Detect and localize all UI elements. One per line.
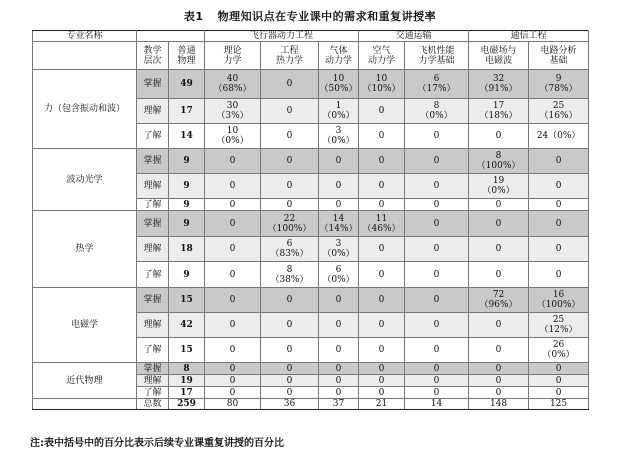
value-cell: 0 (359, 313, 405, 338)
value-cell: 0 (529, 211, 589, 237)
value-cell: 0 (261, 149, 319, 174)
level-cell: 掌握 (137, 149, 169, 174)
value-cell: 0 (529, 149, 589, 174)
general-cell: 18 (169, 237, 205, 262)
general-cell: 9 (169, 211, 205, 237)
value-cell: 3 （0%） (319, 124, 359, 149)
level-cell: 掌握 (137, 211, 169, 237)
general-cell: 15 (169, 288, 205, 313)
level-cell: 了解 (137, 387, 169, 399)
total-general: 259 (169, 399, 205, 410)
value-cell: 0 (261, 387, 319, 399)
course-header: 电磁场与 电磁波 (469, 42, 529, 70)
value-cell: 0 (405, 199, 469, 211)
value-cell: 0 (405, 262, 469, 288)
general-cell: 9 (169, 262, 205, 288)
value-cell: 9 （78%） (529, 70, 589, 99)
value-cell: 0 (261, 70, 319, 99)
value-cell: 22 （100%） (261, 211, 319, 237)
value-cell: 6 （0%） (319, 262, 359, 288)
total-blank (33, 399, 137, 410)
value-cell: 32 （91%） (469, 70, 529, 99)
value-cell: 0 (261, 363, 319, 375)
value-cell: 0 (405, 288, 469, 313)
level-cell: 理解 (137, 237, 169, 262)
level-cell: 理解 (137, 375, 169, 387)
table-number: 表1 (183, 10, 204, 23)
value-cell: 1 （0%） (319, 99, 359, 124)
course-header: 飞机性能 力学基础 (405, 42, 469, 70)
general-cell: 42 (169, 313, 205, 338)
col-header-general: 普通 物理 (169, 42, 205, 70)
value-cell: 0 (529, 375, 589, 387)
value-cell: 0 (405, 174, 469, 199)
topic-cell: 电磁学 (33, 288, 137, 363)
total-cell: 148 (469, 399, 529, 410)
value-cell: 0 (261, 313, 319, 338)
value-cell: 26 （0%） (529, 338, 589, 363)
value-cell: 6 （17%） (405, 70, 469, 99)
level-cell: 了解 (137, 124, 169, 149)
value-cell: 0 (319, 338, 359, 363)
table-row (33, 211, 589, 237)
table-row (33, 288, 589, 313)
table-footnote: 注:表中括号中的百分比表示后续专业课重复讲授的百分比 (30, 438, 284, 449)
total-cell: 21 (359, 399, 405, 410)
table-title: 物理知识点在专业课中的需求和重复讲授率 (217, 10, 437, 23)
value-cell: 8 （0%） (405, 99, 469, 124)
value-cell: 0 (205, 237, 261, 262)
value-cell: 0 (319, 387, 359, 399)
value-cell: 0 (319, 149, 359, 174)
level-cell: 了解 (137, 199, 169, 211)
value-cell: 8 （38%） (261, 262, 319, 288)
value-cell: 0 (319, 363, 359, 375)
table-row (33, 149, 589, 174)
value-cell: 0 (205, 262, 261, 288)
value-cell: 0 (405, 363, 469, 375)
topic-cell: 波动光学 (33, 149, 137, 211)
value-cell: 0 (319, 313, 359, 338)
value-cell: 0 (261, 124, 319, 149)
value-cell: 0 (205, 211, 261, 237)
value-cell: 0 (405, 387, 469, 399)
level-cell: 了解 (137, 338, 169, 363)
topic-cell: 力（包含振动和波） (33, 70, 137, 149)
value-cell: 0 (205, 288, 261, 313)
value-cell: 0 (469, 375, 529, 387)
group-header: 飞行器动力工程 (205, 31, 359, 42)
value-cell: 0 (529, 199, 589, 211)
group-header: 通信工程 (469, 31, 589, 42)
value-cell: 0 (405, 237, 469, 262)
value-cell: 0 (469, 237, 529, 262)
value-cell: 0 (359, 237, 405, 262)
value-cell: 0 (261, 199, 319, 211)
level-cell: 理解 (137, 99, 169, 124)
total-label: 总数 (137, 399, 169, 410)
value-cell: 0 (205, 149, 261, 174)
course-header: 气体 动力学 (319, 42, 359, 70)
value-cell: 0 (205, 375, 261, 387)
value-cell: 24（0%） (529, 124, 589, 149)
value-cell: 10 （50%） (319, 70, 359, 99)
group-header: 交通运输 (359, 31, 469, 42)
value-cell: 19 （0%） (469, 174, 529, 199)
value-cell: 10 （0%） (205, 124, 261, 149)
value-cell: 0 (319, 174, 359, 199)
value-cell: 8 （100%） (469, 149, 529, 174)
level-cell: 了解 (137, 262, 169, 288)
value-cell: 25 （16%） (529, 99, 589, 124)
col-header-level: 教学 层次 (137, 42, 169, 70)
value-cell: 0 (469, 124, 529, 149)
value-cell: 72 （96%） (469, 288, 529, 313)
level-cell: 掌握 (137, 70, 169, 99)
general-cell: 49 (169, 70, 205, 99)
value-cell: 0 (405, 124, 469, 149)
total-cell: 80 (205, 399, 261, 410)
value-cell: 0 (529, 387, 589, 399)
value-cell: 17 （18%） (469, 99, 529, 124)
table-caption (0, 8, 620, 24)
value-cell: 0 (359, 124, 405, 149)
physics-requirement-table (32, 30, 589, 410)
value-cell: 0 (469, 211, 529, 237)
value-cell: 11 （46%） (359, 211, 405, 237)
value-cell: 0 (405, 338, 469, 363)
value-cell: 0 (529, 262, 589, 288)
table-row (33, 363, 589, 375)
value-cell: 0 (529, 174, 589, 199)
topic-cell: 近代物理 (33, 363, 137, 399)
level-cell: 理解 (137, 174, 169, 199)
value-cell: 0 (261, 174, 319, 199)
total-cell: 36 (261, 399, 319, 410)
blank-header (33, 42, 137, 70)
general-cell: 9 (169, 199, 205, 211)
value-cell: 0 (359, 288, 405, 313)
value-cell: 0 (405, 211, 469, 237)
level-cell: 掌握 (137, 288, 169, 313)
value-cell: 0 (405, 149, 469, 174)
value-cell: 0 (261, 338, 319, 363)
value-cell: 0 (359, 174, 405, 199)
table-body (33, 70, 589, 399)
level-cell: 理解 (137, 313, 169, 338)
value-cell: 10 （10%） (359, 70, 405, 99)
course-header: 工程 热力学 (261, 42, 319, 70)
course-header: 理论 力学 (205, 42, 261, 70)
value-cell: 0 (469, 199, 529, 211)
value-cell: 0 (261, 99, 319, 124)
total-cell: 14 (405, 399, 469, 410)
value-cell: 0 (261, 288, 319, 313)
general-cell: 19 (169, 375, 205, 387)
col-header-major: 专业名称 (33, 31, 137, 42)
topic-cell: 热学 (33, 211, 137, 288)
value-cell: 0 (405, 375, 469, 387)
value-cell: 30 （3%） (205, 99, 261, 124)
value-cell: 0 (205, 199, 261, 211)
value-cell: 0 (469, 313, 529, 338)
value-cell: 0 (359, 99, 405, 124)
table-row (33, 70, 589, 99)
value-cell: 0 (205, 313, 261, 338)
value-cell: 0 (469, 338, 529, 363)
general-cell: 8 (169, 363, 205, 375)
value-cell: 0 (359, 338, 405, 363)
general-cell: 14 (169, 124, 205, 149)
value-cell: 0 (319, 288, 359, 313)
value-cell: 0 (405, 313, 469, 338)
value-cell: 0 (359, 149, 405, 174)
value-cell: 0 (319, 375, 359, 387)
value-cell: 0 (205, 338, 261, 363)
value-cell: 0 (469, 262, 529, 288)
value-cell: 3 （0%） (319, 237, 359, 262)
value-cell: 0 (359, 262, 405, 288)
value-cell: 0 (205, 387, 261, 399)
general-cell: 15 (169, 338, 205, 363)
value-cell: 25 （12%） (529, 313, 589, 338)
general-cell: 17 (169, 99, 205, 124)
value-cell: 0 (469, 363, 529, 375)
value-cell: 0 (205, 174, 261, 199)
value-cell: 14 （14%） (319, 211, 359, 237)
level-cell: 掌握 (137, 363, 169, 375)
course-header: 电路分析 基础 (529, 42, 589, 70)
total-cell: 125 (529, 399, 589, 410)
value-cell: 0 (205, 363, 261, 375)
value-cell: 0 (319, 199, 359, 211)
value-cell: 0 (529, 363, 589, 375)
value-cell: 0 (529, 237, 589, 262)
blank-header (137, 31, 205, 42)
general-cell: 17 (169, 387, 205, 399)
value-cell: 0 (359, 375, 405, 387)
value-cell: 0 (359, 363, 405, 375)
course-header: 空气 动力学 (359, 42, 405, 70)
value-cell: 0 (359, 199, 405, 211)
value-cell: 0 (469, 387, 529, 399)
general-cell: 9 (169, 174, 205, 199)
value-cell: 40 （68%） (205, 70, 261, 99)
value-cell: 16 （100%） (529, 288, 589, 313)
general-cell: 9 (169, 149, 205, 174)
total-cell: 37 (319, 399, 359, 410)
value-cell: 0 (359, 387, 405, 399)
value-cell: 0 (261, 375, 319, 387)
value-cell: 6 （83%） (261, 237, 319, 262)
